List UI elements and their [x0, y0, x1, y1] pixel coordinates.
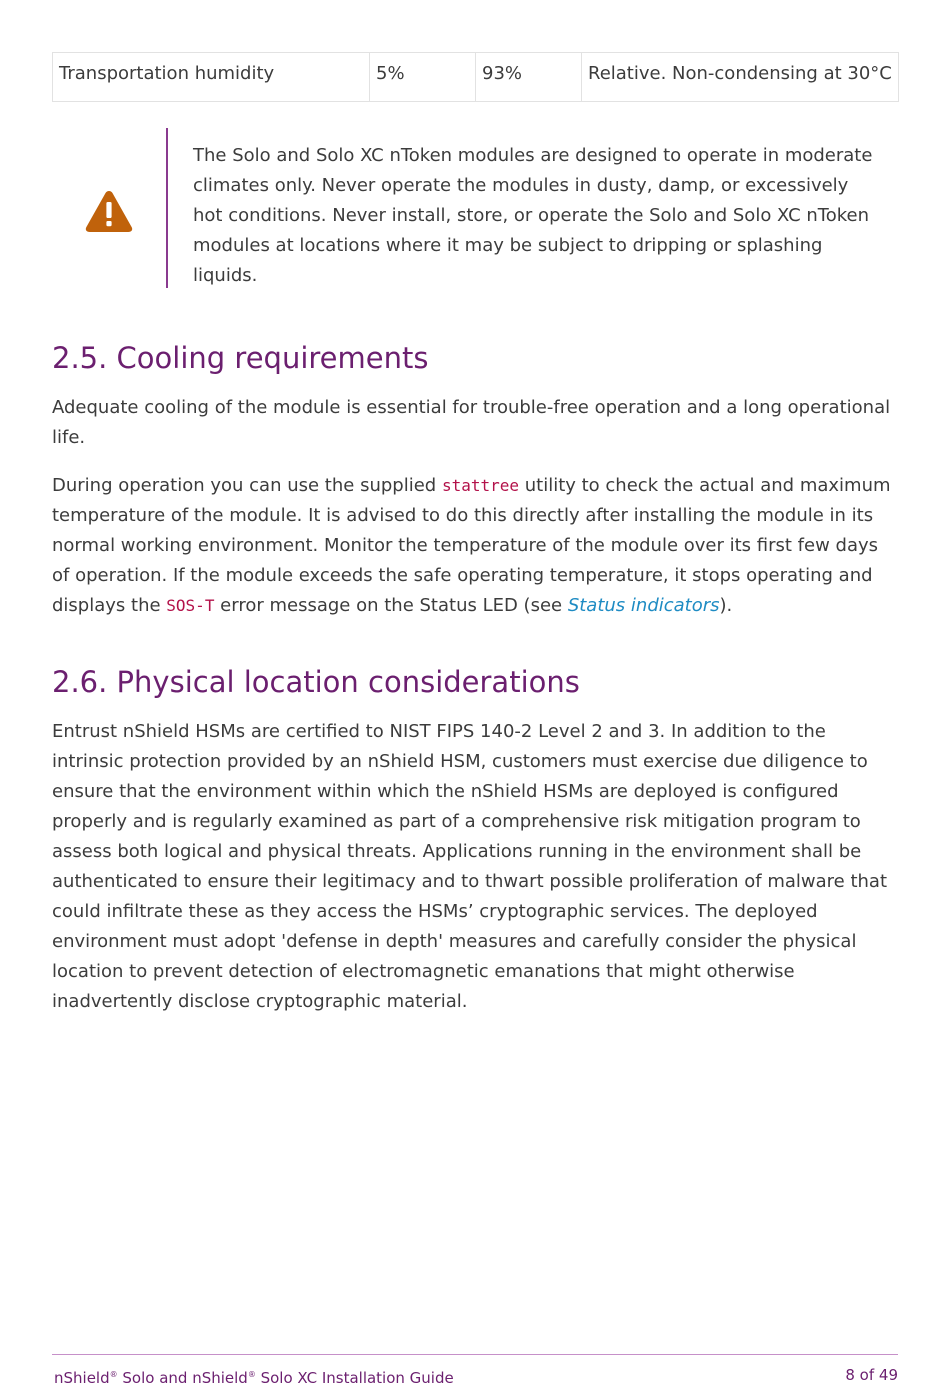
warning-icon-cell: [52, 128, 166, 288]
status-indicators-link[interactable]: Status indicators: [567, 595, 720, 616]
footer-title-rest: Solo XC Installation Guide: [255, 1369, 454, 1387]
table-cell-label: Transportation humidity: [53, 53, 370, 102]
section-heading-cooling: 2.5. Cooling requirements: [52, 341, 429, 375]
page-content: [52, 52, 898, 1017]
admonition-divider: [166, 128, 168, 288]
text-run: error message on the Status LED (see: [214, 595, 568, 616]
section-heading-physical-location: 2.6. Physical location considerations: [52, 665, 580, 699]
page-footer: [52, 1354, 898, 1387]
table-row: [53, 53, 899, 102]
code-stattree: stattree: [441, 476, 519, 495]
footer-document-title: [54, 1365, 454, 1388]
registered-mark: ®: [247, 1370, 256, 1379]
physical-paragraph: Entrust nShield HSMs are certified to NIST FIPS 140-2 Level 2 and 3. In addition to the intrinsic protection provided by an nShield HSM, customers must exercise due diligence to ensure that the environment within which the nShield HSMs are deployed is configured properly and is regularly examined as part of a comprehensive risk mitigation program to assess both logical and physical threats. Applications running in the environment shall be authenticated to ensure their legitimacy and to thwart possible proliferation of malware that could infiltrate these as they access the HSMs’ cryptographic services. The deployed environment must adopt 'defense in depth' measures and carefully consider the physical location to prevent detection of electromagnetic emanations that might otherwise inadvertently disclose cryptographic material.: [52, 721, 887, 1012]
cooling-paragraph-2: [52, 471, 898, 621]
text-run: utility to check the actual and maximum temperature of the module. It is advised to do this directly after installing the module in its normal working environment. Monitor the temperature of the module over its first few days of operation. If the module exceeds the safe operating temperature, it stops operating and displays the: [52, 475, 891, 616]
text-run: During operation you can use the supplied: [52, 475, 442, 496]
table-cell-notes: Relative. Non-condensing at 30°C: [582, 53, 899, 102]
footer-title-mid: Solo and nShield: [117, 1369, 248, 1387]
warning-admonition: [52, 128, 898, 288]
code-sos-t: SOS-T: [166, 596, 215, 615]
environment-table: [52, 52, 899, 102]
cooling-paragraph-1: Adequate cooling of the module is essential for trouble-free operation and a long operational life.: [52, 397, 891, 448]
warning-text: The Solo and Solo XC nToken modules are designed to operate in moderate climates only. Never operate the modules in dusty, damp, or excessively hot conditions. Never install, store, or operate the Solo and Solo XC nToken modules at locations where it may be subject to dripping or splashing liquids.: [193, 145, 873, 286]
table-cell-min: 5%: [370, 53, 476, 102]
footer-brand: nShield: [54, 1369, 110, 1387]
table-cell-max: 93%: [476, 53, 582, 102]
registered-mark: ®: [109, 1370, 118, 1379]
text-run: ).: [719, 595, 733, 616]
footer-page-number: 8 of 49: [845, 1366, 898, 1384]
warning-triangle-icon: [85, 189, 133, 233]
